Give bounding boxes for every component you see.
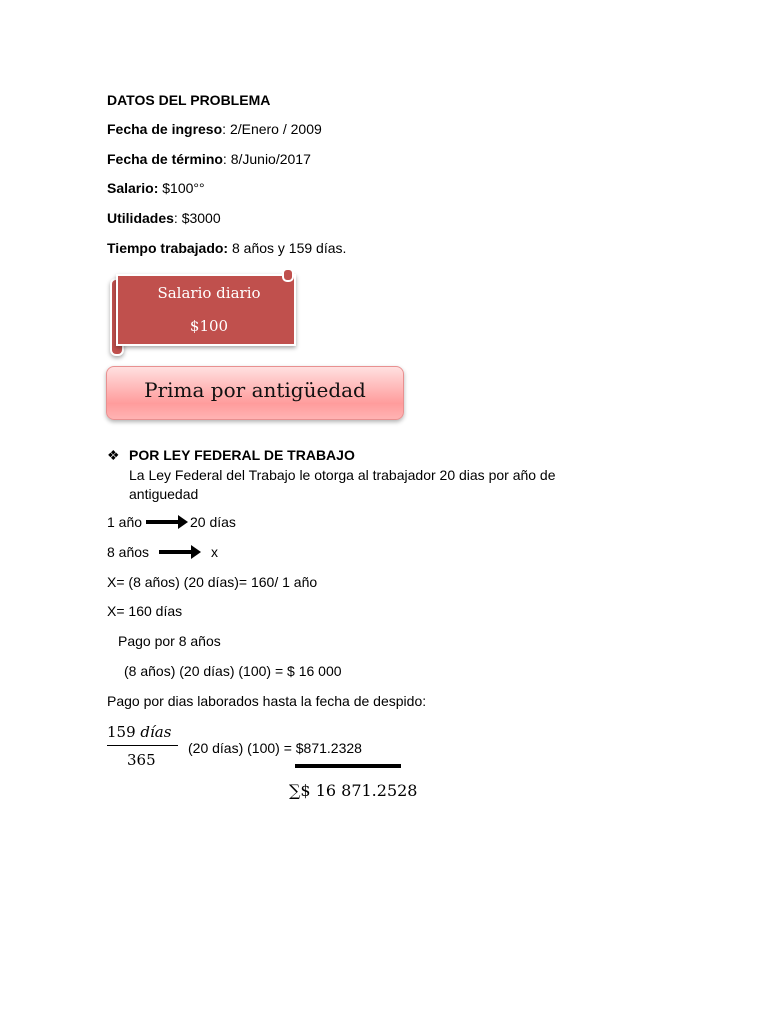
field-label: Salario: (107, 180, 159, 196)
scroll-amount: $100 (189, 317, 229, 335)
field-sep: : (173, 210, 182, 226)
calc-line1: X= (8 años) (20 días)= 160/ 1 año (107, 574, 318, 590)
calc-line2: X= 160 días (107, 603, 183, 619)
field-sep: : (222, 121, 230, 137)
field-value: 2/Enero / 2009 (229, 121, 322, 137)
field-fecha-termino (107, 151, 311, 167)
field-tiempo-trabajado (107, 240, 346, 256)
calc-line4: (8 años) (20 días) (100) = $ 16 000 (124, 663, 342, 679)
field-salario (107, 180, 205, 196)
fraction-result: (20 días) (100) = $871.2328 (188, 740, 362, 756)
fraction-numerator-number: 159 (107, 723, 141, 741)
total-underline (295, 764, 401, 768)
calc-line3: Pago por 8 años (118, 633, 221, 649)
rule-row2-left: 8 años (107, 544, 150, 560)
scroll-roll-top (282, 268, 294, 282)
field-value: $3000 (181, 210, 221, 226)
field-sep: : (222, 151, 231, 167)
fraction-numerator-word: días (140, 723, 172, 741)
rule-row2-right: x (211, 544, 218, 560)
field-value: 8/Junio/2017 (230, 151, 311, 167)
arrow-right-icon (146, 520, 182, 524)
fraction-bar (107, 745, 178, 746)
rule-row1-left: 1 año (107, 514, 143, 530)
field-label: Utilidades (107, 210, 174, 226)
bullet-icon: ❖ (107, 447, 120, 463)
law-title: POR LEY FEDERAL DE TRABAJO (129, 447, 355, 463)
calc-line5: Pago por dias laborados hasta la fecha de despido: (107, 693, 427, 709)
problem-heading: DATOS DEL PROBLEMA (107, 92, 271, 108)
rule-row1-right: 20 días (190, 514, 236, 530)
field-fecha-ingreso (107, 121, 322, 137)
field-utilidades (107, 210, 221, 226)
salario-diario-scroll (108, 268, 296, 356)
law-text-line1: La Ley Federal del Trabajo le otorga al trabajador 20 dias por año de (129, 467, 556, 483)
arrow-right-icon (159, 550, 195, 554)
field-value: $100°° (162, 180, 205, 196)
field-label: Tiempo trabajado: (107, 240, 229, 256)
fraction-numerator (107, 723, 171, 741)
prima-antiguedad-title: Prima por antigüedad (144, 378, 366, 402)
field-label: Fecha de término (107, 151, 223, 167)
total-sum: ∑$ 16 871.2528 (289, 781, 418, 800)
scroll-title: Salario diario (157, 284, 261, 302)
prima-antiguedad-box (106, 366, 404, 420)
fraction-denominator: 365 (127, 751, 156, 769)
field-value: 8 años y 159 días. (231, 240, 347, 256)
field-label: Fecha de ingreso (107, 121, 223, 137)
law-text-line2: antiguedad (129, 486, 199, 502)
